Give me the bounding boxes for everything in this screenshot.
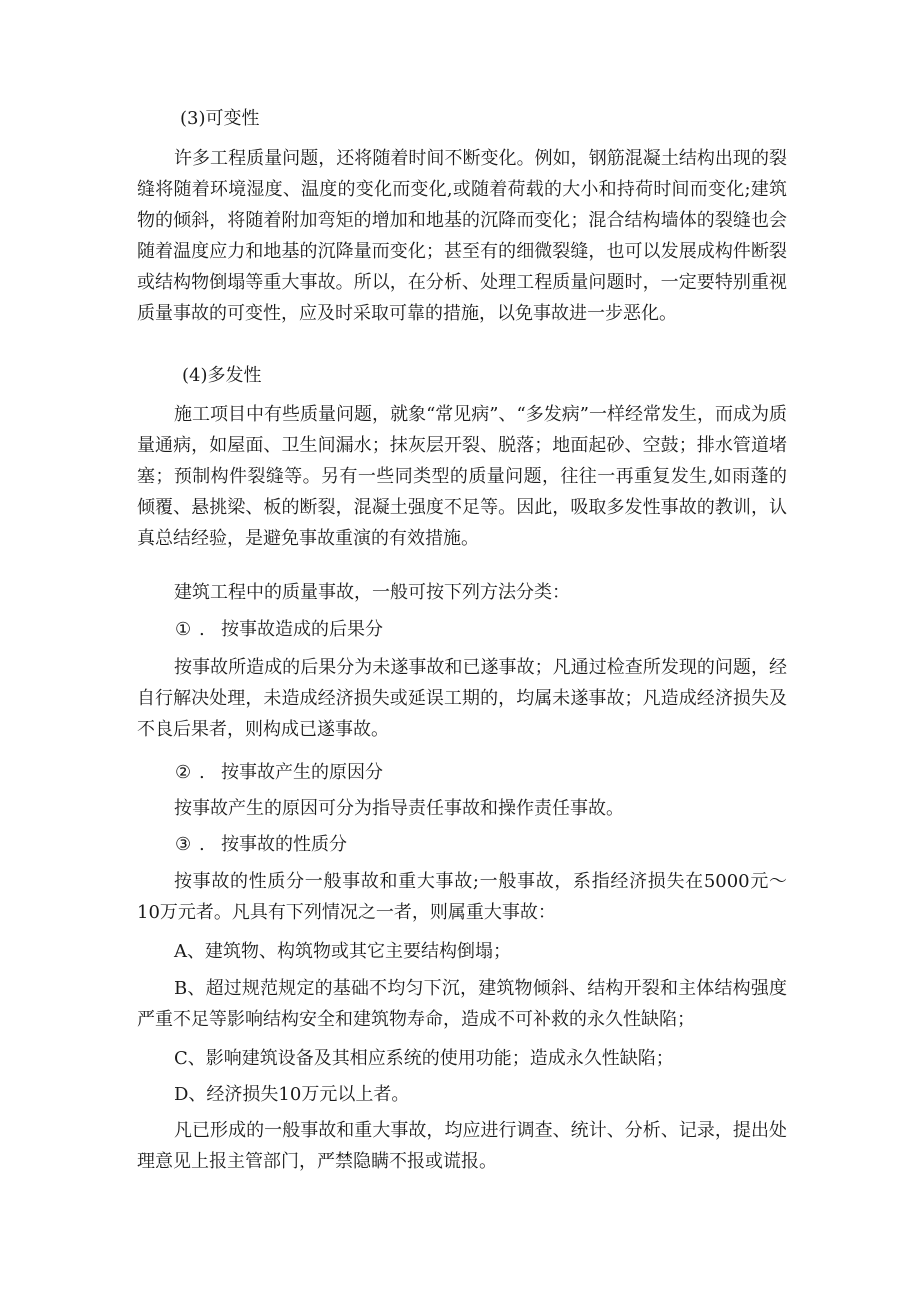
paragraph-nature: 按事故的性质分一般事故和重大事故;一般事故，系指经济损失在5000元～10万元者。凡具有下列情况之一者，则属重大事故： <box>137 871 787 923</box>
paragraph-frequency: 施工项目中有些质量问题，就象“常见病”、“多发病”一样经常发生，而成为质量通病，如屋面、卫生间漏水；抹灰层开裂、脱落；地面起砂、空鼓；排水管道堵塞；预制构件裂缝等。另有一些同类型的质量问题，往往一再重复发生,如雨蓬的倾覆、悬挑梁、板的断裂，混凝土强度不足等。因此，吸取多发性事故的教训，认真总结经验，是避免事故重演的有效措施。 <box>137 404 787 549</box>
category-number: ③ <box>175 834 192 855</box>
category-number: ② <box>175 762 192 783</box>
list-item-b: B、超过规范规定的基础不均匀下沉，建筑物倾斜、结构开裂和主体结构强度严重不足等影响结构安全和建筑物寿命，造成不可补救的永久性缺陷； <box>137 978 787 1030</box>
list-item-d: D、经济损失10万元以上者。 <box>174 1084 410 1105</box>
category-separator: . <box>199 619 205 640</box>
category-number: ① <box>175 619 192 640</box>
category-by-cause <box>175 757 383 788</box>
category-title: 按事故的性质分 <box>221 834 347 855</box>
heading-frequency: (4)多发性 <box>182 365 262 386</box>
category-by-consequence <box>175 614 383 645</box>
list-item-c: C、影响建筑设备及其相应系统的使用功能；造成永久性缺陷； <box>174 1048 674 1069</box>
list-item-a: A、建筑物、构筑物或其它主要结构倒塌； <box>174 941 511 962</box>
paragraph-classification-intro: 建筑工程中的质量事故，一般可按下列方法分类： <box>174 582 570 603</box>
paragraph-cause: 按事故产生的原因可分为指导责任事故和操作责任事故。 <box>174 798 624 819</box>
category-by-nature <box>175 829 347 860</box>
category-title: 按事故造成的后果分 <box>221 619 383 640</box>
category-title: 按事故产生的原因分 <box>221 762 383 783</box>
category-separator: . <box>199 762 205 783</box>
paragraph-variability: 许多工程质量问题，还将随着时间不断变化。例如，钢筋混凝土结构出现的裂缝将随着环境湿度、温度的变化而变化,或随着荷载的大小和持荷时间而变化;建筑物的倾斜，将随着附加弯矩的增加和地基的沉降而变化；混合结构墙体的裂缝也会随着温度应力和地基的沉降量而变化；甚至有的细微裂缝，也可以发展成构件断裂或结构物倒塌等重大事故。所以，在分析、处理工程质量问题时，一定要特别重视质量事故的可变性，应及时采取可靠的措施，以免事故进一步恶化。 <box>137 148 787 324</box>
paragraph-closing: 凡已形成的一般事故和重大事故，均应进行调查、统计、分析、记录，提出处理意见上报主管部门，严禁隐瞒不报或谎报。 <box>137 1120 787 1172</box>
heading-variability: (3)可变性 <box>180 108 260 129</box>
category-separator: . <box>199 834 205 855</box>
paragraph-consequence: 按事故所造成的后果分为未遂事故和已遂事故；凡通过检查所发现的问题，经自行解决处理，未造成经济损失或延误工期的，均属未遂事故；凡造成经济损失及不良后果者，则构成已遂事故。 <box>137 657 787 740</box>
